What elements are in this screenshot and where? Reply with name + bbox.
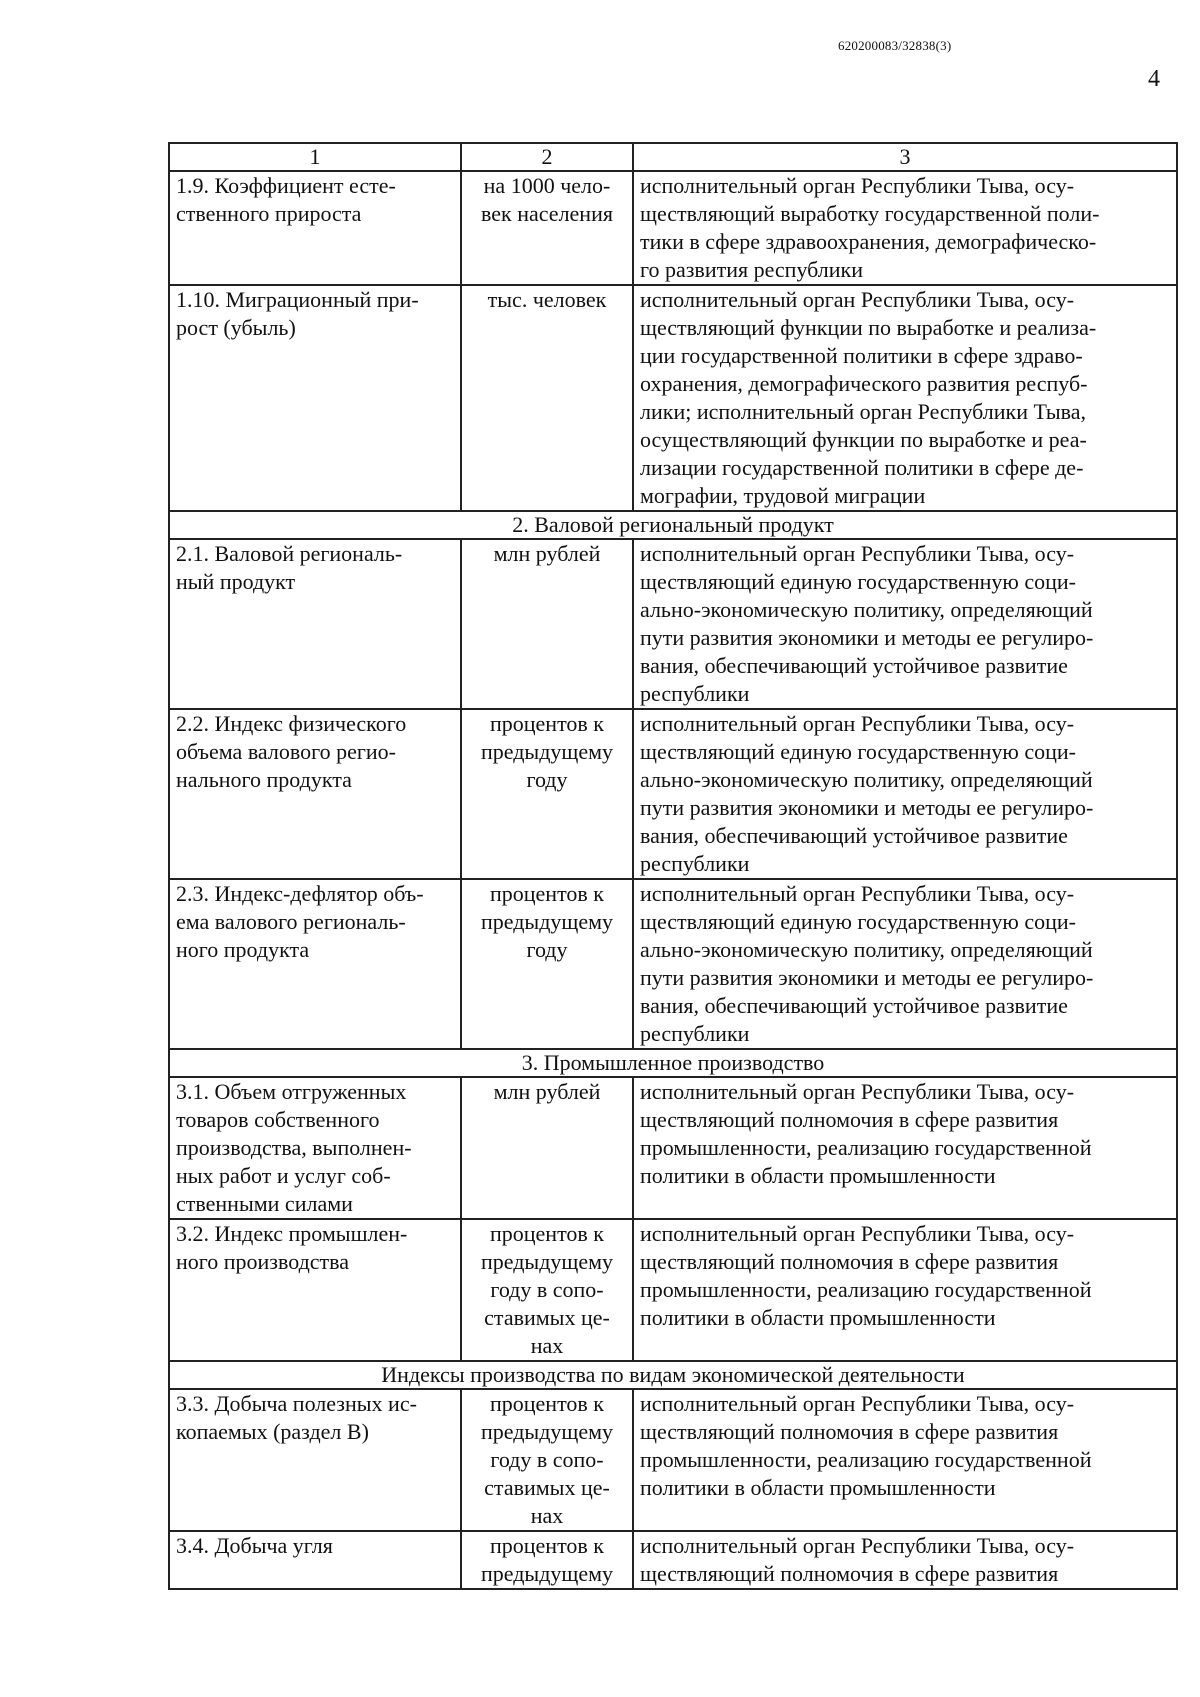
section-header-row <box>169 511 1177 539</box>
indicator-name-cell: 3.4. Добыча угля <box>169 1531 461 1589</box>
table-row <box>169 1219 1177 1361</box>
column-number-1: 1 <box>169 143 461 171</box>
responsible-body-cell: исполнительный орган Республики Тыва, осу- ществляющий единую государственную соци- ально-экономическую политику, определяющий пути развития экономики и методы ее регулиро- вания, обеспечивающий устойчивое развитие республики <box>633 539 1177 709</box>
responsible-body-cell: исполнительный орган Республики Тыва, осу- ществляющий единую государственную соци- ально-экономическую политику, определяющий пути развития экономики и методы ее регулиро- вания, обеспечивающий устойчивое развитие республики <box>633 709 1177 879</box>
responsible-body-cell: исполнительный орган Республики Тыва, осу- ществляющий полномочия в сфере развития промышленности, реализацию государственной политики в области промышленности <box>633 1219 1177 1361</box>
responsible-body-cell: исполнительный орган Республики Тыва, осу- ществляющий единую государственную соци- ально-экономическую политику, определяющий пути развития экономики и методы ее регулиро- вания, обеспечивающий устойчивое развитие республики <box>633 879 1177 1049</box>
table-row <box>169 1531 1177 1589</box>
unit-cell: тыс. человек <box>461 285 633 511</box>
indicator-name-cell: 2.1. Валовой региональ- ный продукт <box>169 539 461 709</box>
responsible-body-cell: исполнительный орган Республики Тыва, осу- ществляющий полномочия в сфере развития <box>633 1531 1177 1589</box>
unit-cell: на 1000 чело- век населения <box>461 171 633 285</box>
responsible-body-cell: исполнительный орган Республики Тыва, осу- ществляющий выработку государственной поли- тики в сфере здравоохранения, демографическо- го развития республики <box>633 171 1177 285</box>
indicator-name-cell: 2.3. Индекс-дефлятор объ- ема валового региональ- ного продукта <box>169 879 461 1049</box>
responsible-body-cell: исполнительный орган Республики Тыва, осу- ществляющий полномочия в сфере развития промышленности, реализацию государственной политики в области промышленности <box>633 1389 1177 1531</box>
page-number: 4 <box>1148 66 1160 92</box>
table-row <box>169 1389 1177 1531</box>
indicator-name-cell: 1.9. Коэффициент есте- ственного прироста <box>169 171 461 285</box>
unit-cell: процентов к предыдущему году <box>461 709 633 879</box>
section-title: Индексы производства по видам экономической деятельности <box>169 1361 1177 1389</box>
unit-cell: процентов к предыдущему году <box>461 879 633 1049</box>
indicator-name-cell: 3.2. Индекс промышлен- ного производства <box>169 1219 461 1361</box>
section-title: 3. Промышленное производство <box>169 1049 1177 1077</box>
column-number-2: 2 <box>461 143 633 171</box>
unit-cell: процентов к предыдущему году в сопо- ставимых це- нах <box>461 1219 633 1361</box>
unit-cell: млн рублей <box>461 1077 633 1219</box>
unit-cell: процентов к предыдущему году в сопо- ставимых це- нах <box>461 1389 633 1531</box>
table-row <box>169 171 1177 285</box>
table-row <box>169 709 1177 879</box>
table-row <box>169 879 1177 1049</box>
indicator-name-cell: 3.1. Объем отгруженных товаров собственного производства, выполнен- ных работ и услуг соб- ственными силами <box>169 1077 461 1219</box>
section-title: 2. Валовой региональный продукт <box>169 511 1177 539</box>
responsible-body-cell: исполнительный орган Республики Тыва, осу- ществляющий полномочия в сфере развития промышленности, реализацию государственной политики в области промышленности <box>633 1077 1177 1219</box>
indicator-name-cell: 2.2. Индекс физического объема валового регио- нального продукта <box>169 709 461 879</box>
unit-cell: млн рублей <box>461 539 633 709</box>
indicator-name-cell: 3.3. Добыча полезных ис- копаемых (раздел B) <box>169 1389 461 1531</box>
column-number-row <box>169 143 1177 171</box>
table-body <box>169 143 1177 1589</box>
table-row <box>169 1077 1177 1219</box>
table-row <box>169 285 1177 511</box>
indicators-table <box>168 142 1178 1590</box>
unit-cell: процентов к предыдущему <box>461 1531 633 1589</box>
table-row <box>169 539 1177 709</box>
responsible-body-cell: исполнительный орган Республики Тыва, осу- ществляющий функции по выработке и реализа- ции государственной политики в сфере здраво- охранения, демографического развития респуб- лики; исполнительный орган Республики Тыва, осуществляющий функции по выработке и реа- лизации государственной политики в сфере де- мографии, трудовой миграции <box>633 285 1177 511</box>
indicator-name-cell: 1.10. Миграционный при- рост (убыль) <box>169 285 461 511</box>
section-header-row <box>169 1049 1177 1077</box>
column-number-3: 3 <box>633 143 1177 171</box>
section-header-row <box>169 1361 1177 1389</box>
document-code: 620200083/32838(3) <box>838 38 952 53</box>
